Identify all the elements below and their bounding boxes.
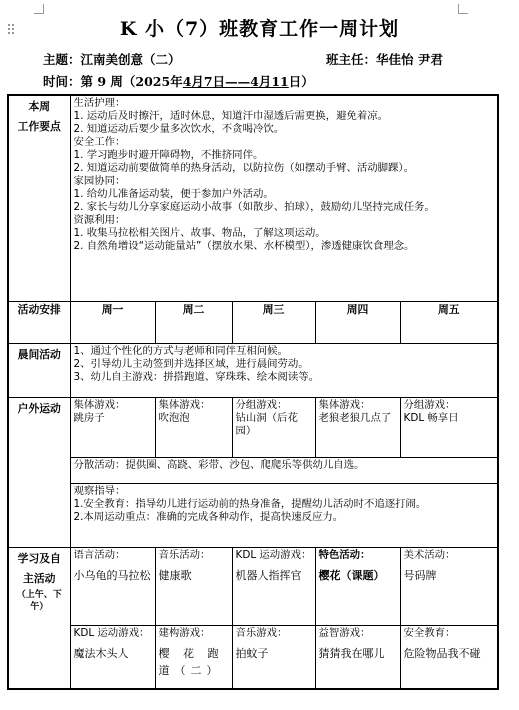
day-header: 周二 xyxy=(155,301,232,343)
focus-line: 2. 自然角增设“运动能量站”（摆放水果、水杯模型），渗透健康饮食理念。 xyxy=(73,240,415,252)
theme-line: 主题：江南美创意（二） xyxy=(43,52,181,67)
focus-line: 1. 收集马拉松相关图片、故事、物品，了解这项运动。 xyxy=(73,227,326,239)
learning-row-1 xyxy=(8,547,498,625)
learning-cell: 语言活动： 小乌龟的马拉松 xyxy=(70,547,155,625)
focus-content xyxy=(70,95,498,301)
outdoor-games-row xyxy=(8,397,498,457)
outdoor-game-cell: 分组游戏： 钻山洞（后花园） xyxy=(232,397,315,457)
focus-line: 资源利用： xyxy=(73,214,126,226)
schedule-label: 活动安排 xyxy=(8,301,70,343)
focus-line: 安全工作： xyxy=(73,136,126,148)
morning-line: 1、通过个性化的方式与老师和同伴互相问候。 xyxy=(73,344,288,357)
morning-content xyxy=(70,343,498,397)
focus-line: 家园协同： xyxy=(73,175,126,187)
outdoor-game-cell: 集体游戏： 老狼老狼几点了 xyxy=(315,397,400,457)
focus-line: 1. 运动后及时擦汗，适时休息，知道汗巾湿透后需更换，避免着凉。 xyxy=(73,110,389,122)
learning-cell: 建构游戏： 樱 花 跑 道（二） xyxy=(155,625,232,689)
morning-label: 晨间活动 xyxy=(8,343,70,397)
learning-cell: 安全教育： 危险物品我不碰 xyxy=(400,625,498,689)
crop-mark-top-right xyxy=(458,4,468,14)
day-header: 周四 xyxy=(315,301,400,343)
outdoor-scatter: 分散活动：提供圈、高跷、彩带、沙包、爬爬乐等供幼儿自选。 xyxy=(70,457,498,483)
focus-line: 2. 知道运动前要做简单的热身活动，以防拉伤（如摆动手臂、活动脚踝）。 xyxy=(73,162,415,174)
learning-cell: 美术活动： 号码牌 xyxy=(400,547,498,625)
crop-mark-top-left xyxy=(34,4,44,14)
time-line: 时间：第 9 周（2025年4月7日——4月11日） xyxy=(43,74,314,89)
learning-cell: 音乐游戏： 拍蚊子 xyxy=(232,625,315,689)
learning-cell: 特色活动： 樱花（课题） xyxy=(315,547,400,625)
learning-cell: KDL 运动游戏： 魔法木头人 xyxy=(70,625,155,689)
focus-line: 2. 家长与幼儿分享家庭运动小故事（如散步、拍球），鼓励幼儿坚持完成任务。 xyxy=(73,201,435,213)
learning-label: 学习及自 主活动 （上午、下午） xyxy=(8,547,70,689)
day-header: 周三 xyxy=(232,301,315,343)
focus-row xyxy=(8,95,498,301)
learning-cell: 音乐活动： 健康歌 xyxy=(155,547,232,625)
focus-line: 1. 给幼儿准备运动装，便于参加户外活动。 xyxy=(73,188,274,200)
outdoor-observe: 观察指导： 1.安全教育：指导幼儿进行运动前的热身准备，提醒幼儿活动时不追逐打闹。 2.本周运动重点：准确的完成各种动作，提高快速反应力。 xyxy=(70,483,498,547)
schedule-header-row xyxy=(8,301,498,343)
learning-row-2 xyxy=(8,625,498,689)
outdoor-game-cell: 集体游戏： 吹泡泡 xyxy=(155,397,232,457)
focus-line: 生活护理： xyxy=(73,97,126,109)
focus-line: 2. 知道运动后要少量多次饮水，不贪喝冷饮。 xyxy=(73,123,285,135)
outdoor-observe-row xyxy=(8,483,498,547)
teacher-line: 班主任：华佳怡 尹君 xyxy=(326,52,443,67)
outdoor-label: 户外运动 xyxy=(8,397,70,547)
learning-cell: KDL 运动游戏： 机器人指挥官 xyxy=(232,547,315,625)
outdoor-game-cell: 分组游戏： KDL 畅享日 xyxy=(400,397,498,457)
outdoor-game-cell: 集体游戏： 跳房子 xyxy=(70,397,155,457)
outdoor-scatter-row xyxy=(8,457,498,483)
focus-label: 本周 工作要点 xyxy=(8,95,70,301)
morning-line: 2、引导幼儿主动签到并选择区域，进行晨间劳动。 xyxy=(73,357,309,370)
day-header: 周五 xyxy=(400,301,498,343)
morning-row xyxy=(8,343,498,397)
weekly-plan-table xyxy=(7,94,499,690)
day-header: 周一 xyxy=(70,301,155,343)
learning-cell: 益智游戏： 猜猜我在哪儿 xyxy=(315,625,400,689)
morning-line: 3、幼儿自主游戏：拼搭跑道、穿珠珠、绘本阅读等。 xyxy=(73,370,320,383)
document-title: K 小（7）班教育工作一周计划 xyxy=(119,18,400,40)
focus-line: 1. 学习跑步时避开障碍物，不推挤同伴。 xyxy=(73,149,264,161)
